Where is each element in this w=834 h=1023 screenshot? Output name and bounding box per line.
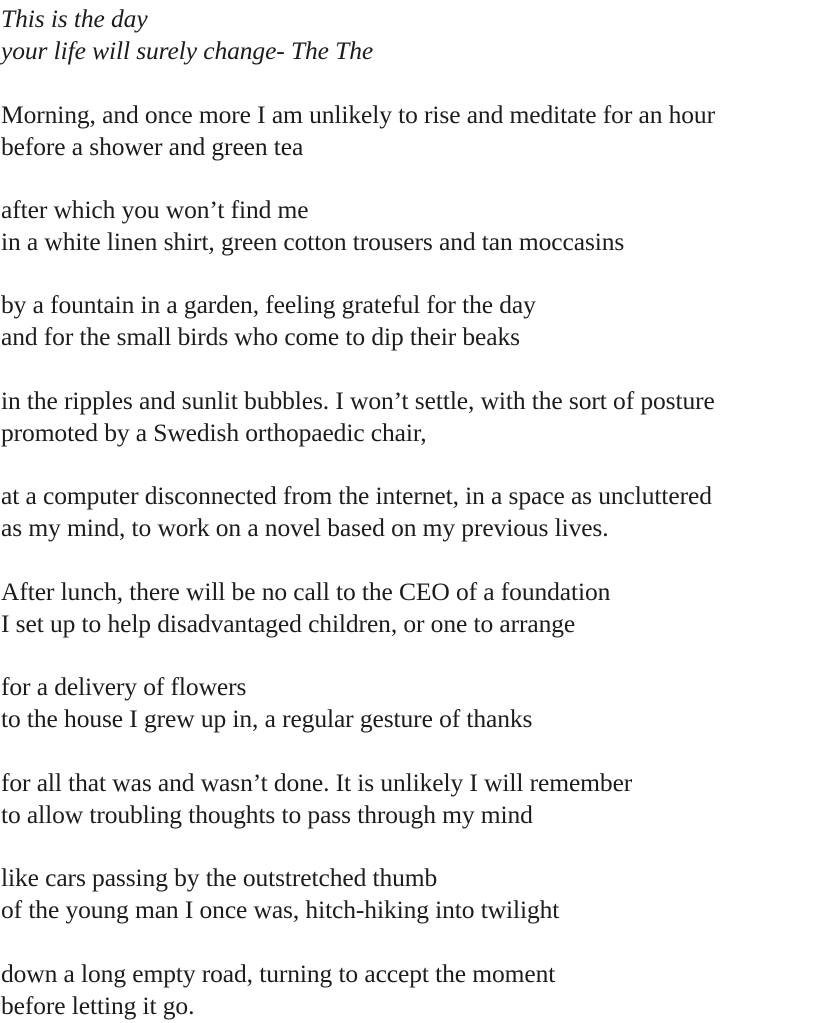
stanza-7-line-1: for a delivery of flowers (1, 672, 247, 701)
stanza-9-line-2: of the young man I once was, hitch-hiking into twilight (1, 895, 560, 924)
stanza-7-line-2: to the house I grew up in, a regular gesture of thanks (1, 704, 533, 733)
epigraph-line-2: your life will surely change- The The (1, 36, 374, 65)
stanza-9-line-1: like cars passing by the outstretched thumb (1, 863, 438, 892)
stanza-6-line-2: I set up to help disadvantaged children, or one to arrange (1, 609, 576, 638)
stanza-6-line-1: After lunch, there will be no call to the CEO of a foundation (1, 577, 611, 606)
stanza-5-line-1: at a computer disconnected from the internet, in a space as uncluttered (1, 481, 712, 510)
stanza-8-line-2: to allow troubling thoughts to pass through my mind (1, 800, 533, 829)
stanza-1-line-1: Morning, and once more I am unlikely to rise and meditate for an hour (1, 100, 715, 129)
stanza-8-line-1: for all that was and wasn’t done. It is unlikely I will remember (1, 768, 633, 797)
epigraph-line-1: This is the day (1, 4, 148, 33)
stanza-10-line-2: before letting it go. (1, 991, 195, 1020)
stanza-2-line-2: in a white linen shirt, green cotton trousers and tan moccasins (1, 227, 625, 256)
stanza-5-line-2: as my mind, to work on a novel based on my previous lives. (1, 513, 609, 542)
stanza-4-line-1: in the ripples and sunlit bubbles. I won’t settle, with the sort of posture (1, 386, 715, 415)
stanza-2-line-1: after which you won’t find me (1, 195, 309, 224)
stanza-3-line-2: and for the small birds who come to dip their beaks (1, 322, 520, 351)
stanza-4-line-2: promoted by a Swedish orthopaedic chair, (1, 418, 427, 447)
stanza-10-line-1: down a long empty road, turning to accept the moment (1, 959, 556, 988)
stanza-3-line-1: by a fountain in a garden, feeling grateful for the day (1, 290, 536, 319)
stanza-1-line-2: before a shower and green tea (1, 132, 304, 161)
